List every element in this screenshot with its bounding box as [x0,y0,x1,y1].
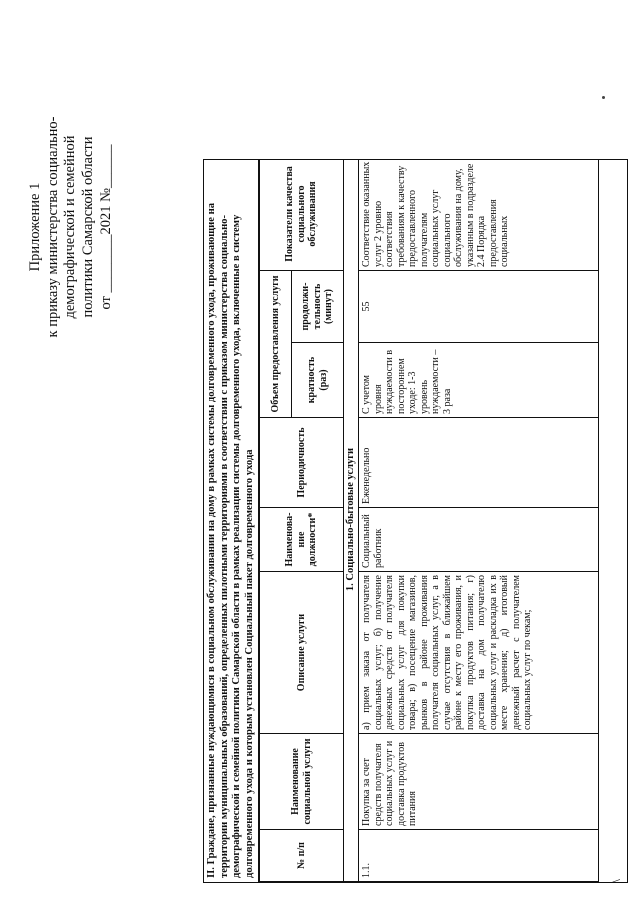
approval-block [27,57,115,397]
cell-description: а) прием заказа от получателя социальных услуг; б) получение денежных средств от получателя социальных услуг для покупки товара; в) посещение магазинов, рынков в районе проживания получателя социальных услуг, а в случае отсутствия в ближайшем районе к месту его проживания, и покупка продуктов питания; г) доставка на дом получателю социальных услуг и раскладка их в месте хранения; д) итоговый денежный расчет с получателем социальных услуг по чекам; [359,572,599,734]
header-position: Наименова-ние должности* [260,508,344,572]
approval-line: Приложение 1 [27,182,43,272]
table-row [359,159,599,882]
header-periodicity: Периодичность [260,418,344,508]
services-table [259,159,599,882]
approval-line: к приказу министерства социально- [44,116,61,338]
header-duration: продолжи-тельность (минут) [292,270,344,342]
cell-position: Социальный работник [359,508,599,572]
section-title: II. Граждане, признанные нуждающимися в социальном обслуживании на дому в рамках системы долговременного ухода, проживающие на территории муниципальных образований, определенных пилотными территориями в соответствии с приказом министерства социально-демографической и семейной политики Самарской области в рамках реализации системы долговременного ухода, включенные в систему долговременного ухода и которым установлен Социальный пакет долговременного ухода [204,160,259,882]
header-num: № п/п [260,830,344,882]
group-title: 1. Социально-бытовые услуги [344,159,359,882]
header-description: Описание услуги [260,572,344,734]
cell-periodicity: Еженедельно [359,418,599,508]
header-frequency: кратность (раз) [292,343,344,418]
cell-quality: Соответствие оказанных услуг 2 уровню соответствия требованиям к качеству предоставленного получателям социальных услуг социального обслуживания на дому, указанным в подразделе 2.4 Порядка предоставления социальных [359,159,599,270]
header-volume: Объем предоставления услуги [260,270,292,417]
scan-speck [602,96,605,99]
services-table-frame [203,159,628,883]
approval-line: демографической и семейной [62,135,79,319]
header-service-name: Наименование социальной услуги [260,734,344,830]
rotated-content [7,7,632,897]
cell-num: 1.1. [359,830,599,882]
approval-line: от ________2021 №______ [97,144,114,310]
header-quality: Показатели качества социального обслуживания [260,159,344,270]
cell-duration: 55 [359,270,599,342]
margin-mark: \ [609,879,624,883]
cell-service-name: Покупка за счет средств получателя социальных услуг и доставка продуктов питания [359,734,599,830]
approval-line: политики Самарской области [80,136,97,318]
cell-frequency: С учетом уровня нуждаемости в постороннем уходе: 1-3 уровень нуждаемости – 3 раза [359,343,599,418]
